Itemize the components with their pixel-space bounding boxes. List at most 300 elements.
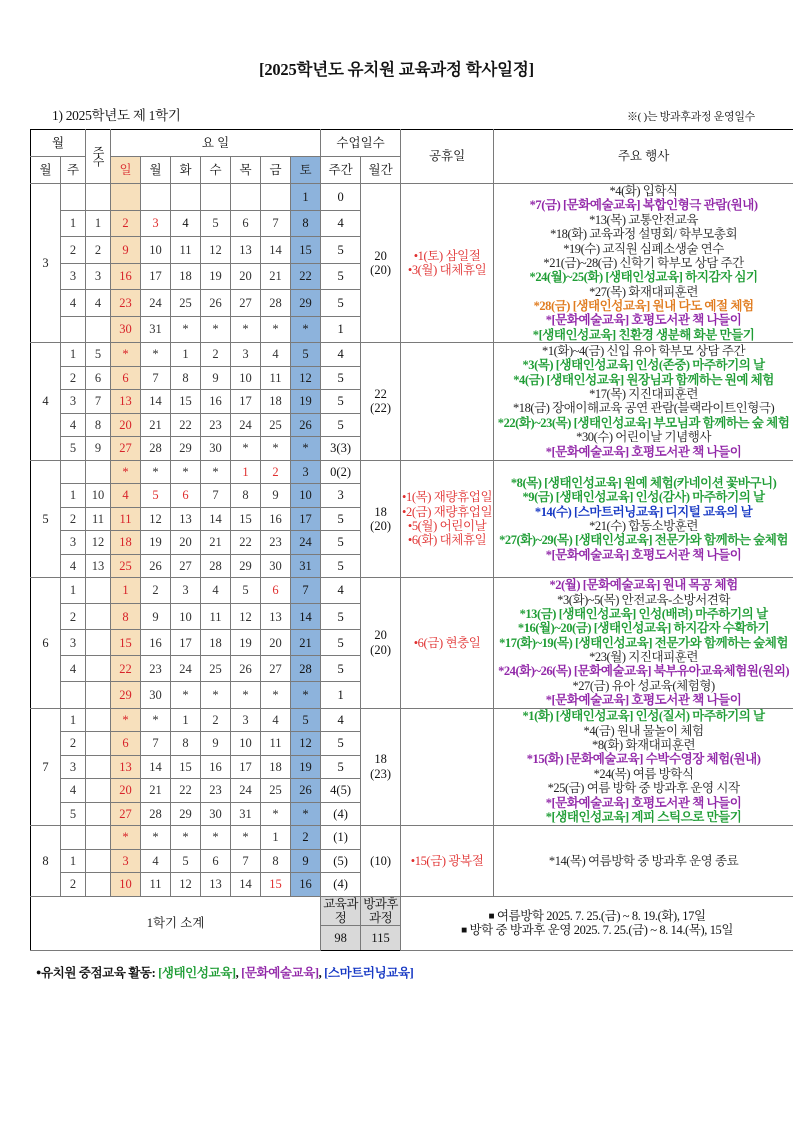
calendar-day-cell: 22 — [171, 413, 201, 437]
week-of-month: 2 — [61, 237, 86, 264]
event-item: *21(수) 합동소방훈련 — [589, 518, 699, 533]
weekly-school-days: 4 — [321, 578, 361, 604]
calendar-day-cell: 3 — [291, 460, 321, 484]
header-weekday-thu: 목 — [231, 157, 261, 184]
week-of-month: 2 — [61, 507, 86, 531]
tag-smart-education: [스마트러닝교육] — [324, 966, 414, 981]
calendar-day-cell: 8 — [171, 366, 201, 390]
week-of-month: 5 — [61, 437, 86, 461]
event-item: *18(화) 교육과정 설명회/ 학부모총회 — [550, 227, 738, 242]
calendar-day-cell: 14 — [231, 873, 261, 897]
calendar-day-cell: 4 — [171, 210, 201, 237]
calendar-day-cell: 10 — [291, 484, 321, 508]
calendar-day-cell: 3 — [141, 210, 171, 237]
calendar-day-cell: 19 — [291, 390, 321, 414]
event-item: *7(금) [문화예술교육] 복합인형극 관람(원내) — [529, 198, 758, 213]
calendar-day-cell: 16 — [111, 263, 141, 290]
holiday-list — [401, 343, 494, 461]
event-item: *19(수) 교직원 심폐소생술 연수 — [563, 241, 724, 256]
weekly-school-days: 0 — [321, 184, 361, 211]
weekly-school-days: (4) — [321, 802, 361, 826]
footnote-sep-1: , — [235, 966, 242, 981]
summary-curriculum-value: 98 — [321, 926, 361, 951]
week-count-value — [86, 682, 111, 708]
calendar-day-cell: 3 — [231, 708, 261, 732]
holiday-item: •2(금) 재량휴업일 — [402, 504, 493, 519]
calendar-day-cell: * — [231, 682, 261, 708]
calendar-day-cell: 24 — [291, 531, 321, 555]
calendar-day-cell: 28 — [201, 554, 231, 578]
weekly-school-days: 1 — [321, 682, 361, 708]
table-header — [31, 130, 793, 184]
calendar-day-cell: 8 — [261, 849, 291, 873]
event-item: *24(화)~26(목) [문화예술교육] 북부유아교육체험원(원외) — [498, 664, 790, 679]
legend-note: ※( )는 방과후과정 운영일수 — [626, 111, 755, 123]
calendar-day-cell: 11 — [141, 873, 171, 897]
calendar-day-cell — [111, 184, 141, 211]
calendar-day-cell: * — [111, 343, 141, 367]
calendar-day-cell: 28 — [141, 437, 171, 461]
calendar-day-cell: 1 — [231, 460, 261, 484]
calendar-day-cell: 19 — [201, 263, 231, 290]
weekly-school-days: (5) — [321, 849, 361, 873]
calendar-day-cell: * — [261, 802, 291, 826]
event-item: *21(금)~28(금) 신학기 학부모 상담 주간 — [543, 255, 744, 270]
calendar-day-cell: 9 — [201, 732, 231, 756]
tag-culture-education: [문화예술교육] — [241, 966, 319, 981]
calendar-day-cell: 17 — [291, 507, 321, 531]
calendar-day-cell: 8 — [171, 732, 201, 756]
calendar-day-cell: 14 — [291, 604, 321, 630]
calendar-day-cell: 5 — [141, 484, 171, 508]
calendar-day-cell: 18 — [261, 755, 291, 779]
calendar-day-cell: * — [231, 437, 261, 461]
calendar-day-cell: 20 — [111, 413, 141, 437]
calendar-day-cell: * — [231, 316, 261, 343]
weekly-school-days: 5 — [321, 390, 361, 414]
calendar-day-cell: 1 — [291, 184, 321, 211]
calendar-day-cell: * — [111, 460, 141, 484]
calendar-day-cell: 26 — [231, 656, 261, 682]
footnote: ●유치원 중점교육 활동: [생태인성교육], [문화예술교육], [스마트러닝교육] — [36, 966, 414, 981]
week-count-value: 12 — [86, 531, 111, 555]
weekly-school-days: 5 — [321, 656, 361, 682]
weekly-school-days: 3(3) — [321, 437, 361, 461]
event-item: *13(금) [생태인성교육] 인성(배려) 마주하기의 날 — [519, 606, 768, 621]
calendar-day-cell: 16 — [261, 507, 291, 531]
calendar-day-cell: 5 — [231, 578, 261, 604]
calendar-day-cell: 2 — [201, 708, 231, 732]
event-item: *14(목) 여름방학 중 방과후 운영 종료 — [548, 853, 739, 868]
event-item: *14(수) [스마트러닝교육] 디지털 교육의 날 — [534, 504, 753, 519]
calendar-day-cell: 8 — [231, 484, 261, 508]
calendar-day-cell: 24 — [171, 656, 201, 682]
weekly-school-days: 5 — [321, 554, 361, 578]
calendar-day-cell: 19 — [231, 630, 261, 656]
calendar-day-cell: 30 — [111, 316, 141, 343]
week-count-value — [86, 578, 111, 604]
calendar-week-row — [31, 708, 793, 732]
calendar-day-cell: 18 — [261, 390, 291, 414]
weekly-school-days: 5 — [321, 237, 361, 264]
weekly-school-days: 4 — [321, 343, 361, 367]
weekly-school-days: 1 — [321, 316, 361, 343]
calendar-day-cell: * — [201, 460, 231, 484]
event-item: *23(월) 지진대피훈련 — [589, 650, 699, 664]
calendar-day-cell: * — [141, 343, 171, 367]
calendar-day-cell: 8 — [291, 210, 321, 237]
calendar-day-cell: * — [141, 826, 171, 850]
holiday-item: •6(화) 대체휴일 — [407, 533, 487, 548]
calendar-day-cell — [171, 184, 201, 211]
event-item: *3(화)~5(목) 안전교육-소방서견학 — [557, 592, 730, 607]
holiday-list — [401, 578, 494, 708]
calendar-day-cell: 27 — [171, 554, 201, 578]
event-item: *8(목) [생태인성교육] 원예 체험(카네이션 꽃바구니) — [510, 475, 777, 490]
calendar-day-cell: 3 — [171, 578, 201, 604]
event-item: *4(금) 원내 물놀이 체험 — [583, 723, 704, 738]
header-week-count: 주수 — [86, 130, 111, 184]
week-of-month: 2 — [61, 873, 86, 897]
week-of-month — [61, 184, 86, 211]
week-count-value — [86, 802, 111, 826]
monthly-school-days: 22 (22) — [361, 343, 401, 461]
event-item: *27(금) 유아 성교육(체험형) — [572, 678, 715, 693]
calendar-day-cell: 30 — [201, 437, 231, 461]
weekly-school-days: 5 — [321, 263, 361, 290]
month-number: 4 — [31, 343, 61, 461]
calendar-day-cell: 11 — [261, 366, 291, 390]
footnote-prefix: 유치원 중점교육 활동: — [41, 966, 159, 981]
calendar-day-cell: 12 — [141, 507, 171, 531]
calendar-day-cell: 23 — [201, 779, 231, 803]
section-subheader — [30, 104, 763, 129]
event-item: *[문화예술교육] 호평도서관 책 나들이 — [545, 313, 742, 328]
calendar-day-cell: 11 — [261, 732, 291, 756]
calendar-day-cell: 8 — [111, 604, 141, 630]
event-item: *[문화예술교육] 호평도서관 책 나들이 — [545, 693, 742, 708]
weekly-school-days: 5 — [321, 755, 361, 779]
calendar-day-cell: 11 — [111, 507, 141, 531]
page-title: [2025학년도 유치원 교육과정 학사일정] — [259, 60, 534, 79]
week-count-value: 10 — [86, 484, 111, 508]
monthly-school-days: 18 (20) — [361, 460, 401, 578]
calendar-day-cell: * — [201, 682, 231, 708]
week-of-month: 3 — [61, 531, 86, 555]
month-number: 8 — [31, 826, 61, 897]
week-of-month: 4 — [61, 656, 86, 682]
calendar-day-cell: 17 — [171, 630, 201, 656]
calendar-day-cell: 7 — [201, 484, 231, 508]
calendar-day-cell: * — [171, 682, 201, 708]
calendar-day-cell: 10 — [141, 237, 171, 264]
calendar-day-cell: 6 — [201, 849, 231, 873]
event-item: *13(목) 교통안전교육 — [589, 212, 699, 227]
summary-notes — [401, 896, 793, 951]
calendar-day-cell: 20 — [261, 630, 291, 656]
holiday-item: •6(금) 현충일 — [413, 635, 481, 650]
tag-eco-education: [생태인성교육] — [158, 966, 236, 981]
calendar-day-cell: 6 — [111, 366, 141, 390]
calendar-day-cell: 16 — [141, 630, 171, 656]
calendar-day-cell: 6 — [231, 210, 261, 237]
week-count-value — [86, 779, 111, 803]
calendar-day-cell: 13 — [231, 237, 261, 264]
weekly-school-days: 4 — [321, 210, 361, 237]
calendar-day-cell: * — [261, 682, 291, 708]
calendar-day-cell: 18 — [111, 531, 141, 555]
week-of-month — [61, 682, 86, 708]
calendar-day-cell: 9 — [111, 237, 141, 264]
week-of-month — [61, 460, 86, 484]
event-item: *30(수) 어린이날 기념행사 — [576, 430, 711, 445]
calendar-day-cell: 2 — [111, 210, 141, 237]
weekly-school-days: 5 — [321, 531, 361, 555]
calendar-day-cell: 24 — [231, 413, 261, 437]
calendar-day-cell: 30 — [141, 682, 171, 708]
holiday-list — [401, 708, 494, 826]
calendar-day-cell: 4 — [261, 343, 291, 367]
calendar-week-row — [31, 460, 793, 484]
weekly-school-days: 5 — [321, 413, 361, 437]
holiday-item: •1(토) 삼일절 — [413, 248, 481, 263]
calendar-day-cell: 12 — [291, 732, 321, 756]
event-list — [494, 826, 793, 897]
weekly-school-days: 5 — [321, 604, 361, 630]
calendar-day-cell: 10 — [171, 604, 201, 630]
calendar-day-cell: 31 — [231, 802, 261, 826]
week-count-value — [86, 184, 111, 211]
week-count-value — [86, 732, 111, 756]
header-weekly: 주간 — [321, 157, 361, 184]
weekly-school-days: 0(2) — [321, 460, 361, 484]
calendar-day-cell: * — [201, 826, 231, 850]
calendar-day-cell: 24 — [231, 779, 261, 803]
calendar-day-cell: 15 — [171, 755, 201, 779]
week-count-value — [86, 630, 111, 656]
event-item: *27(목) 화재대피훈련 — [589, 284, 699, 299]
weekly-school-days: (4) — [321, 873, 361, 897]
calendar-day-cell: 12 — [171, 873, 201, 897]
calendar-day-cell: 29 — [231, 554, 261, 578]
calendar-day-cell: * — [261, 316, 291, 343]
calendar-day-cell: 28 — [261, 290, 291, 317]
week-count-value — [86, 826, 111, 850]
calendar-day-cell: 1 — [171, 343, 201, 367]
calendar-day-cell: 15 — [231, 507, 261, 531]
calendar-day-cell: 4 — [111, 484, 141, 508]
calendar-day-cell: 4 — [261, 708, 291, 732]
calendar-day-cell: * — [111, 826, 141, 850]
calendar-day-cell: 3 — [111, 849, 141, 873]
week-of-month: 4 — [61, 779, 86, 803]
event-item: *3(목) [생태인성교육] 인성(존중) 마주하기의 날 — [522, 358, 765, 373]
event-item: *16(월)~20(금) [생태인성교육] 하지감자 수확하기 — [517, 621, 770, 636]
calendar-day-cell: 19 — [291, 755, 321, 779]
event-item: *[문화예술교육] 호평도서관 책 나들이 — [545, 547, 742, 562]
event-item: *1(화) [생태인성교육] 인성(질서) 마주하기의 날 — [522, 709, 765, 724]
event-item: *25(금) 여름 방학 중 방과후 운영 시작 — [547, 781, 740, 796]
semester-label: 1) 2025학년도 제 1학기 — [52, 108, 181, 123]
calendar-day-cell: 25 — [201, 656, 231, 682]
calendar-day-cell: 2 — [291, 826, 321, 850]
calendar-day-cell: 15 — [171, 390, 201, 414]
calendar-day-cell: 12 — [231, 604, 261, 630]
calendar-week-row — [31, 343, 793, 367]
calendar-day-cell: 7 — [141, 732, 171, 756]
calendar-day-cell: 17 — [231, 390, 261, 414]
weekly-school-days: 5 — [321, 366, 361, 390]
calendar-day-cell: 5 — [171, 849, 201, 873]
calendar-day-cell: 26 — [291, 413, 321, 437]
calendar-day-cell: 26 — [141, 554, 171, 578]
weekly-school-days: 5 — [321, 507, 361, 531]
calendar-day-cell: 21 — [291, 630, 321, 656]
calendar-day-cell: 12 — [201, 237, 231, 264]
calendar-day-cell: 11 — [201, 604, 231, 630]
calendar-day-cell: 21 — [261, 263, 291, 290]
calendar-week-row — [31, 578, 793, 604]
week-count-value — [86, 460, 111, 484]
calendar-day-cell: 14 — [141, 390, 171, 414]
calendar-day-cell: 29 — [171, 802, 201, 826]
week-count-value: 2 — [86, 237, 111, 264]
calendar-day-cell: 26 — [201, 290, 231, 317]
calendar-day-cell: 25 — [261, 779, 291, 803]
calendar-day-cell: 1 — [111, 578, 141, 604]
week-count-value — [86, 873, 111, 897]
week-of-month: 2 — [61, 732, 86, 756]
calendar-day-cell: 15 — [261, 873, 291, 897]
calendar-day-cell: 14 — [201, 507, 231, 531]
calendar-day-cell: 24 — [141, 290, 171, 317]
calendar-day-cell: 13 — [201, 873, 231, 897]
header-week: 주 — [61, 157, 86, 184]
calendar-day-cell: 28 — [141, 802, 171, 826]
calendar-day-cell: 4 — [141, 849, 171, 873]
calendar-day-cell: 21 — [201, 531, 231, 555]
calendar-day-cell: 29 — [111, 682, 141, 708]
week-of-month: 1 — [61, 849, 86, 873]
calendar-day-cell: * — [201, 316, 231, 343]
calendar-day-cell: 20 — [111, 779, 141, 803]
summary-afterschool-head: 방과후과정 — [361, 896, 401, 926]
calendar-day-cell: 9 — [141, 604, 171, 630]
calendar-day-cell: 20 — [231, 263, 261, 290]
calendar-day-cell: 9 — [261, 484, 291, 508]
calendar-day-cell: * — [111, 708, 141, 732]
calendar-day-cell: 14 — [141, 755, 171, 779]
calendar-day-cell: 27 — [261, 656, 291, 682]
event-item: *[생태인성교육] 친환경 생분해 화분 만들기 — [532, 327, 755, 342]
calendar-day-cell: 22 — [231, 531, 261, 555]
event-list — [494, 460, 793, 578]
calendar-day-cell: 30 — [261, 554, 291, 578]
calendar-day-cell: 22 — [291, 263, 321, 290]
calendar-day-cell — [141, 184, 171, 211]
week-count-value: 6 — [86, 366, 111, 390]
calendar-day-cell: 15 — [291, 237, 321, 264]
week-count-value — [86, 755, 111, 779]
calendar-day-cell: 7 — [141, 366, 171, 390]
calendar-day-cell: 12 — [291, 366, 321, 390]
calendar-day-cell: 13 — [171, 507, 201, 531]
week-count-value: 11 — [86, 507, 111, 531]
calendar-day-cell: * — [141, 460, 171, 484]
calendar-day-cell: 4 — [201, 578, 231, 604]
summary-note-1: ■ 여름방학 2025. 7. 25.(금) ~ 8. 19.(화), 17일 — [488, 909, 706, 923]
event-item: *28(금) [생태인성교육] 원내 다도 예절 체험 — [533, 299, 754, 313]
event-item: *1(화)~4(금) 신입 유아 학부모 상담 주간 — [542, 343, 746, 358]
calendar-day-cell: 3 — [231, 343, 261, 367]
calendar-day-cell: 2 — [201, 343, 231, 367]
event-list — [494, 708, 793, 826]
week-count-value — [86, 849, 111, 873]
week-count-value: 13 — [86, 554, 111, 578]
calendar-day-cell: 16 — [201, 755, 231, 779]
calendar-day-cell: 16 — [201, 390, 231, 414]
week-count-value — [86, 656, 111, 682]
calendar-day-cell: 7 — [291, 578, 321, 604]
calendar-day-cell: 17 — [141, 263, 171, 290]
week-of-month: 4 — [61, 413, 86, 437]
week-count-value: 1 — [86, 210, 111, 237]
academic-calendar-table — [30, 129, 793, 951]
week-of-month: 4 — [61, 554, 86, 578]
week-count-value — [86, 604, 111, 630]
calendar-day-cell: 2 — [141, 578, 171, 604]
week-count-value: 4 — [86, 290, 111, 317]
header-events: 주요 행사 — [494, 130, 793, 184]
event-item: *4(화) 입학식 — [609, 184, 678, 198]
week-of-month: 2 — [61, 604, 86, 630]
calendar-day-cell: * — [171, 460, 201, 484]
calendar-day-cell: 25 — [111, 554, 141, 578]
weekly-school-days: 4 — [321, 708, 361, 732]
event-item: *22(화)~23(목) [생태인성교육] 부모님과 함께하는 숲 체험 — [497, 415, 790, 430]
calendar-day-cell: 23 — [261, 531, 291, 555]
holiday-list — [401, 184, 494, 343]
week-of-month: 2 — [61, 366, 86, 390]
header-weekday-group: 요 일 — [111, 130, 321, 157]
calendar-day-cell: 6 — [111, 732, 141, 756]
event-item: *24(월)~25(화) [생태인성교육] 하지감자 심기 — [529, 270, 758, 285]
header-holidays: 공휴일 — [401, 130, 494, 184]
calendar-day-cell: 31 — [291, 554, 321, 578]
holiday-list — [401, 460, 494, 578]
week-of-month: 4 — [61, 290, 86, 317]
event-item: *[문화예술교육] 호평도서관 책 나들이 — [545, 795, 742, 810]
event-item: *24(목) 여름 방학식 — [593, 766, 694, 781]
calendar-day-cell: 7 — [261, 210, 291, 237]
calendar-day-cell: 31 — [141, 316, 171, 343]
calendar-day-cell: 5 — [291, 343, 321, 367]
week-count-value: 8 — [86, 413, 111, 437]
calendar-day-cell: 11 — [171, 237, 201, 264]
week-of-month — [61, 826, 86, 850]
calendar-day-cell — [231, 184, 261, 211]
weekly-school-days: 4(5) — [321, 779, 361, 803]
calendar-day-cell: 7 — [231, 849, 261, 873]
calendar-day-cell: 29 — [291, 290, 321, 317]
month-number: 7 — [31, 708, 61, 826]
calendar-day-cell: 6 — [171, 484, 201, 508]
calendar-day-cell: 14 — [261, 237, 291, 264]
calendar-day-cell: * — [291, 802, 321, 826]
calendar-day-cell — [201, 184, 231, 211]
calendar-day-cell: 13 — [261, 604, 291, 630]
week-of-month: 3 — [61, 263, 86, 290]
